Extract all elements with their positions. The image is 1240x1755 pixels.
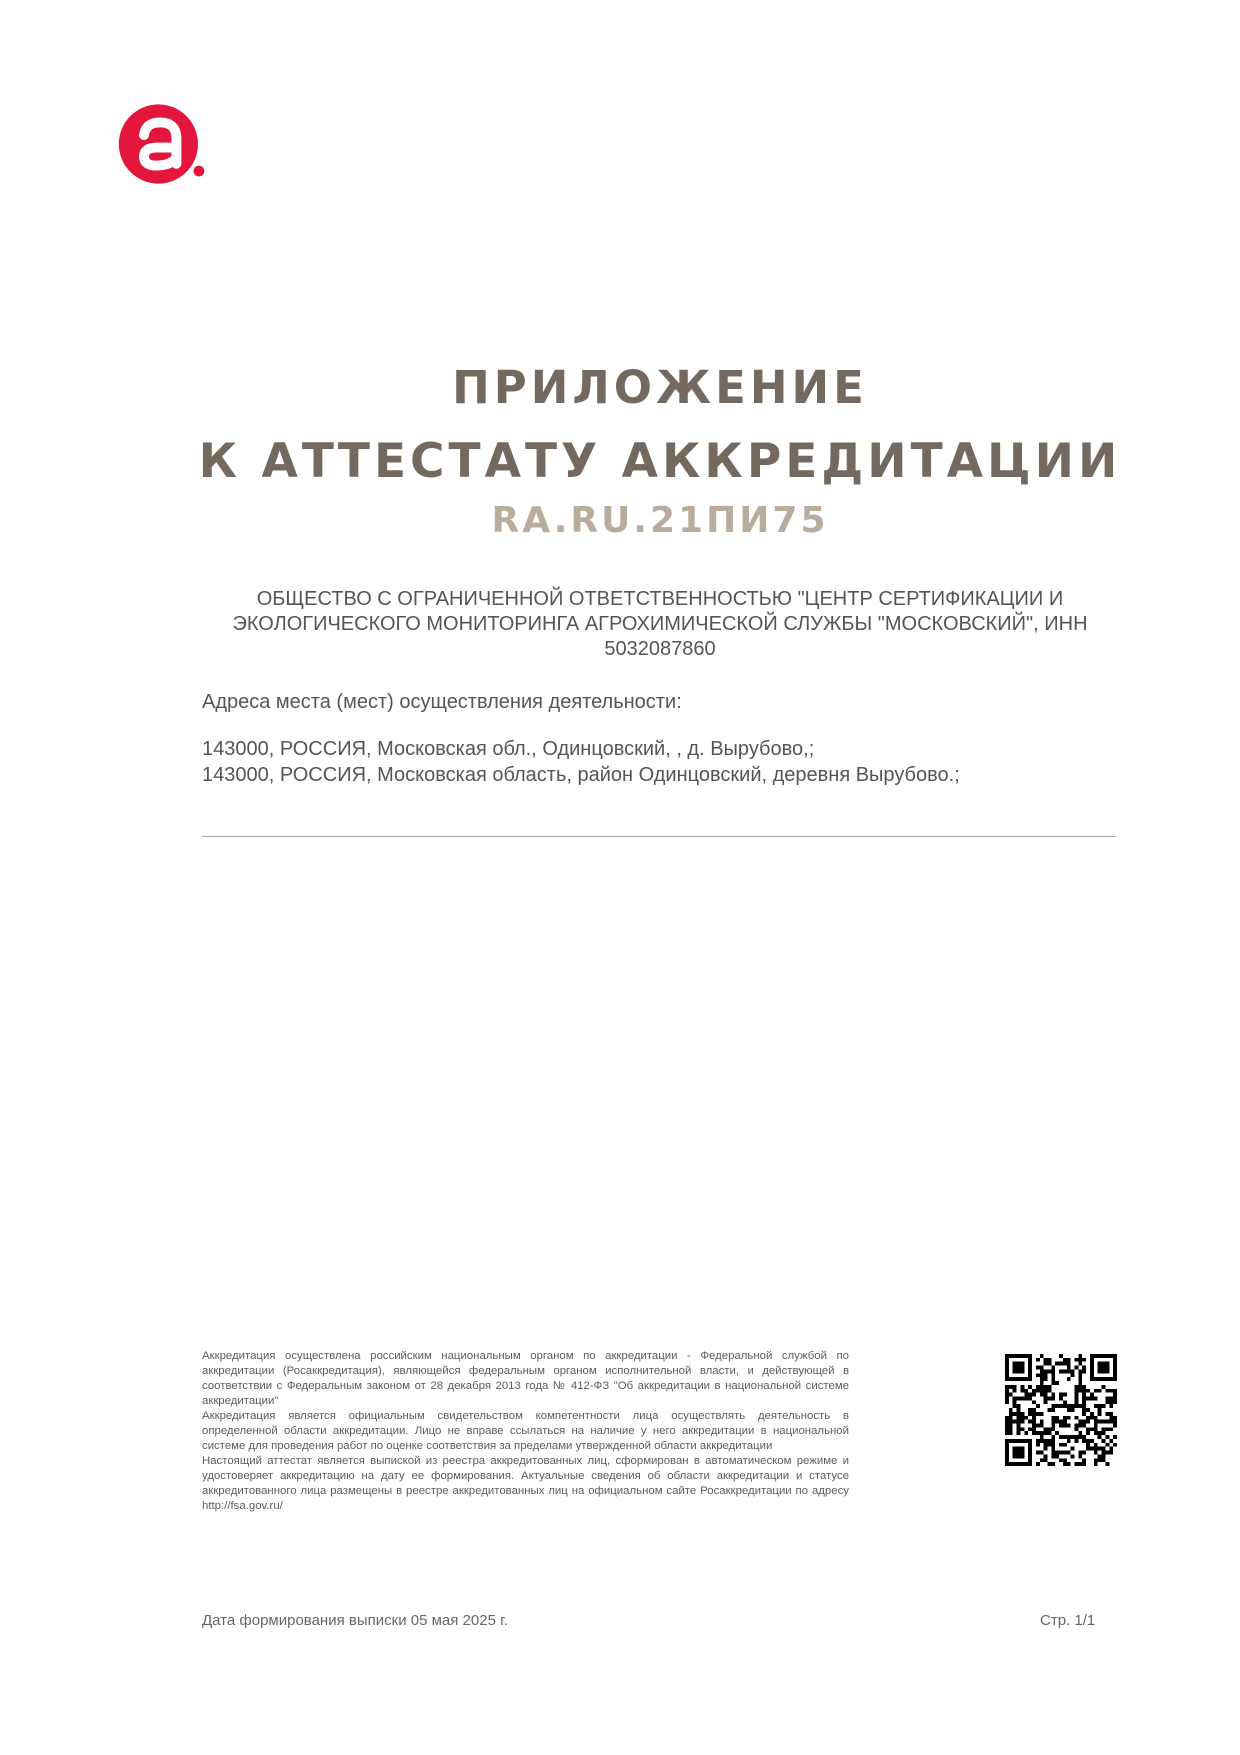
document-title xyxy=(160,360,1160,490)
divider xyxy=(202,836,1116,837)
footnote-paragraph-1: Аккредитация осуществлена российским национальным органом по аккредитации - Федеральной службой по аккредитации (Росаккредитация), являющейся федеральным органом исполнительной власти, и действующей в соответствии с Федеральным законом от 28 декабря 2013 года № 412-ФЗ "Об аккредитации в национальной системе аккредитации" xyxy=(202,1350,849,1407)
organization-line-1: ОБЩЕСТВО С ОГРАНИЧЕННОЙ ОТВЕТСТВЕННОСТЬЮ "ЦЕНТР СЕРТИФИКАЦИИ И xyxy=(256,588,1064,610)
organization-line-3: 5032087860 xyxy=(604,638,716,660)
generation-date: Дата формирования выписки 05 мая 2025 г. xyxy=(202,1612,508,1629)
title-line-2: К АТТЕСТАТУ АККРЕДИТАЦИИ xyxy=(198,434,1122,489)
accreditation-logo xyxy=(117,99,207,189)
organization-line-2: ЭКОЛОГИЧЕСКОГО МОНИТОРИНГА АГРОХИМИЧЕСКОЙ СЛУЖБЫ "МОСКОВСКИЙ", ИНН xyxy=(232,613,1088,635)
address-item: 143000, РОССИЯ, Московская обл., Одинцовский, , д. Вырубово,; xyxy=(202,738,815,760)
qr-code xyxy=(1005,1354,1117,1466)
footnote-paragraph-2: Аккредитация является официальным свидетельством компетентности лица осуществлять деятельность в определенной области аккредитации. Лицо не вправе ссылаться на наличие у него аккредитации в национальной системе для проведения работ по оценке соответствия за пределами утвержденной области аккредитации xyxy=(202,1410,849,1452)
addresses-heading: Адреса места (мест) осуществления деятельности: xyxy=(202,691,682,713)
address-item: 143000, РОССИЯ, Московская область, район Одинцовский, деревня Вырубово.; xyxy=(202,764,960,786)
organization-name xyxy=(225,587,1095,662)
accreditation-footnote xyxy=(202,1349,849,1514)
page-number: Стр. 1/1 xyxy=(1040,1612,1096,1629)
address-list xyxy=(202,736,1102,788)
footnote-paragraph-3: Настоящий аттестат является выпиской из реестра аккредитованных лиц, сформирован в автоматическом режиме и удостоверяет аккредитацию на дату ее формирования. Актуальные сведения об области аккредитации и статусе аккредитованного лица размещены в реестре аккредитованных лиц на официальном сайте Росаккредитации по адресу http://fsa.gov.ru/ xyxy=(202,1455,849,1512)
title-line-1: ПРИЛОЖЕНИЕ xyxy=(452,361,868,414)
registration-number: RA.RU.21ПИ75 xyxy=(491,500,829,541)
